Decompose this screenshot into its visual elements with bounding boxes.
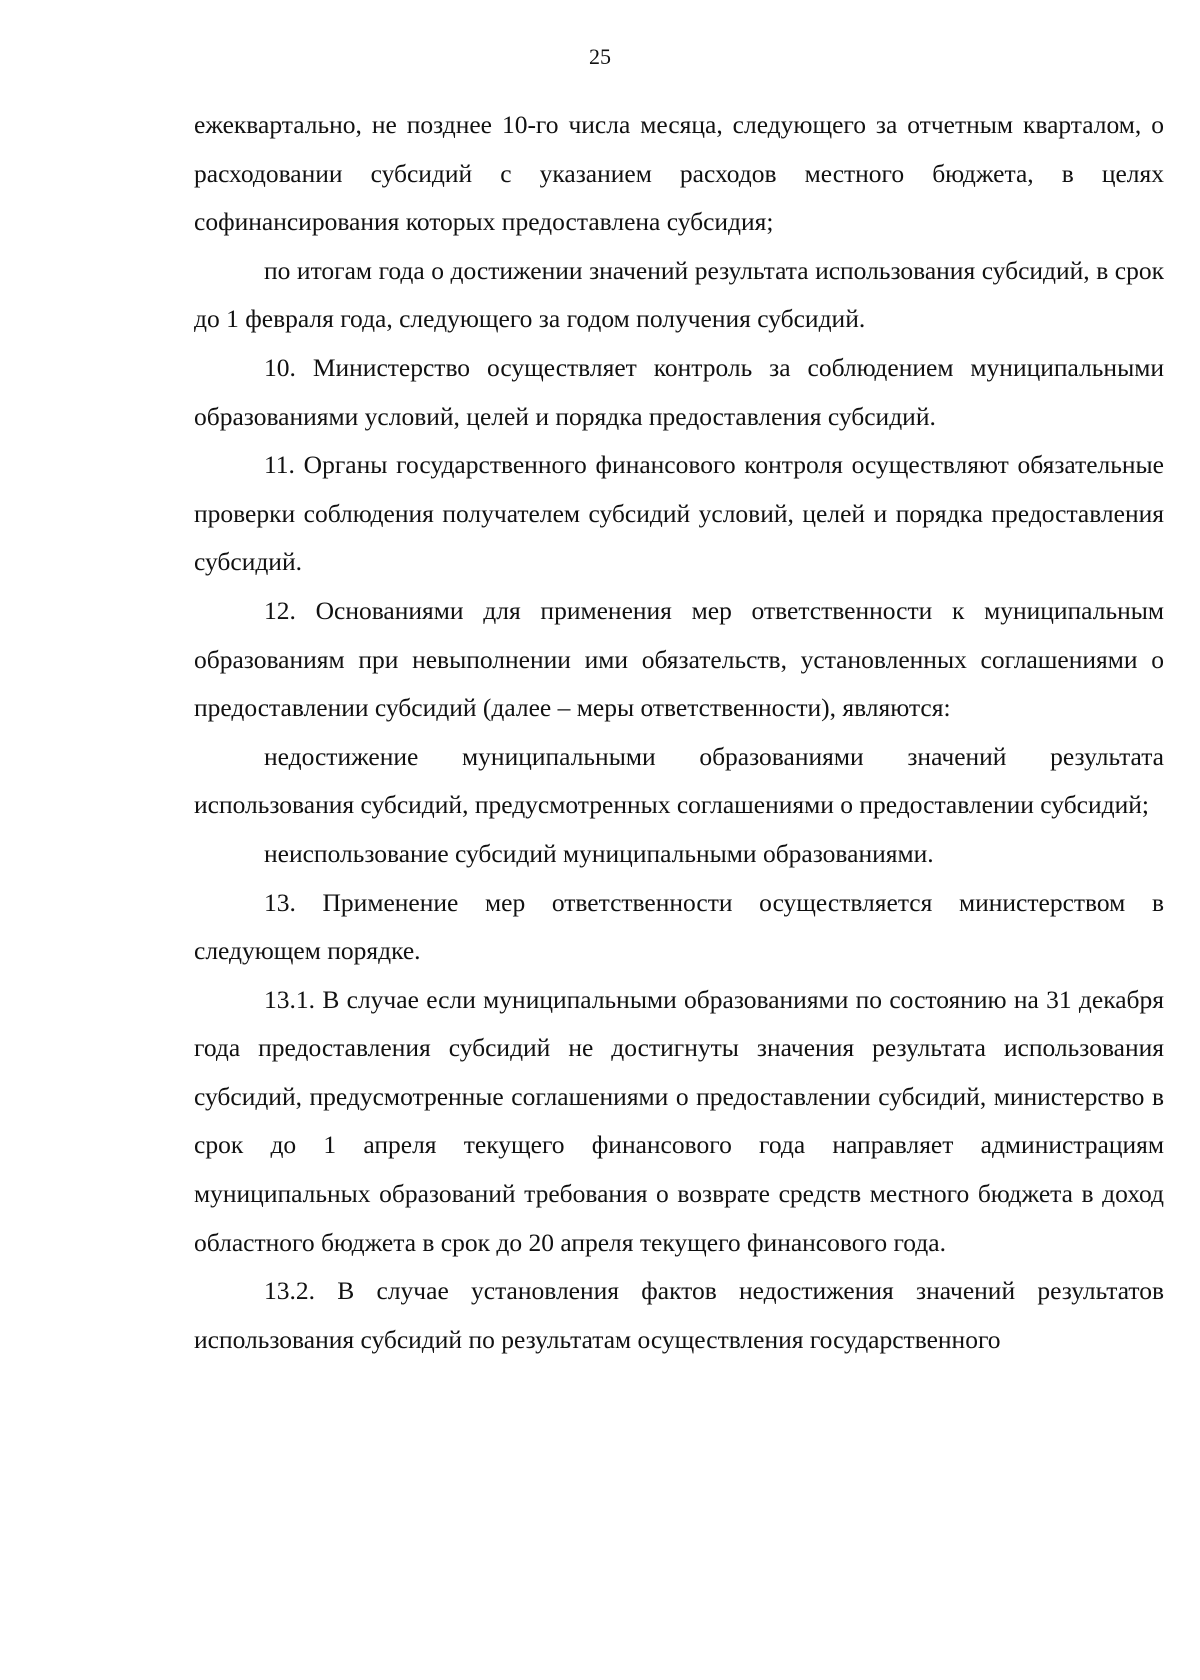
paragraph: 11. Органы государственного финансового контроля осуществляют обязательные проверки соблюдения получателем субсидий условий, целей и порядка предоставления субсидий. [194,450,1164,577]
paragraph: недостижение муниципальными образованиями значений результата использования субсидий, предусмотренных соглашениями о предоставлении субсидий; [194,741,1164,820]
paragraph: ежеквартально, не позднее 10-го числа месяца, следующего за отчетным кварталом, о расходовании субсидий с указанием расходов местного бюджета, в целях софинансирования которых предоставлена субсидия; [194,110,1164,237]
paragraph: по итогам года о достижении значений результата использования субсидий, в срок до 1 февраля года, следующего за годом получения субсидий. [194,255,1164,334]
paragraph: неиспользование субсидий муниципальными образованиями. [264,838,934,868]
document-body [194,101,1164,1364]
paragraph: 13.1. В случае если муниципальными образованиями по состоянию на 31 декабря года предоставления субсидий не достигнуты значения результата использования субсидий, предусмотренные соглашениями о предоставлении субсидий, министерство в срок до 1 апреля текущего финансового года направляет администрациям муниципальных образований требования о возврате средств местного бюджета в доход областного бюджета в срок до 20 апреля текущего финансового года. [194,984,1164,1257]
paragraph: 12. Основаниями для применения мер ответственности к муниципальным образованиям при невыполнении ими обязательств, установленных соглашениями о предоставлении субсидий (далее – меры ответственности), являются: [194,595,1164,723]
paragraph: 13.2. В случае установления фактов недостижения значений результатов использования субсидий по результатам осуществления государственного [194,1276,1164,1354]
paragraph: 13. Применение мер ответственности осуществляется министерством в следующем порядке. [194,887,1164,966]
paragraph: 10. Министерство осуществляет контроль за соблюдением муниципальными образованиями условий, целей и порядка предоставления субсидий. [194,352,1164,431]
page-number: 25 [589,44,611,69]
